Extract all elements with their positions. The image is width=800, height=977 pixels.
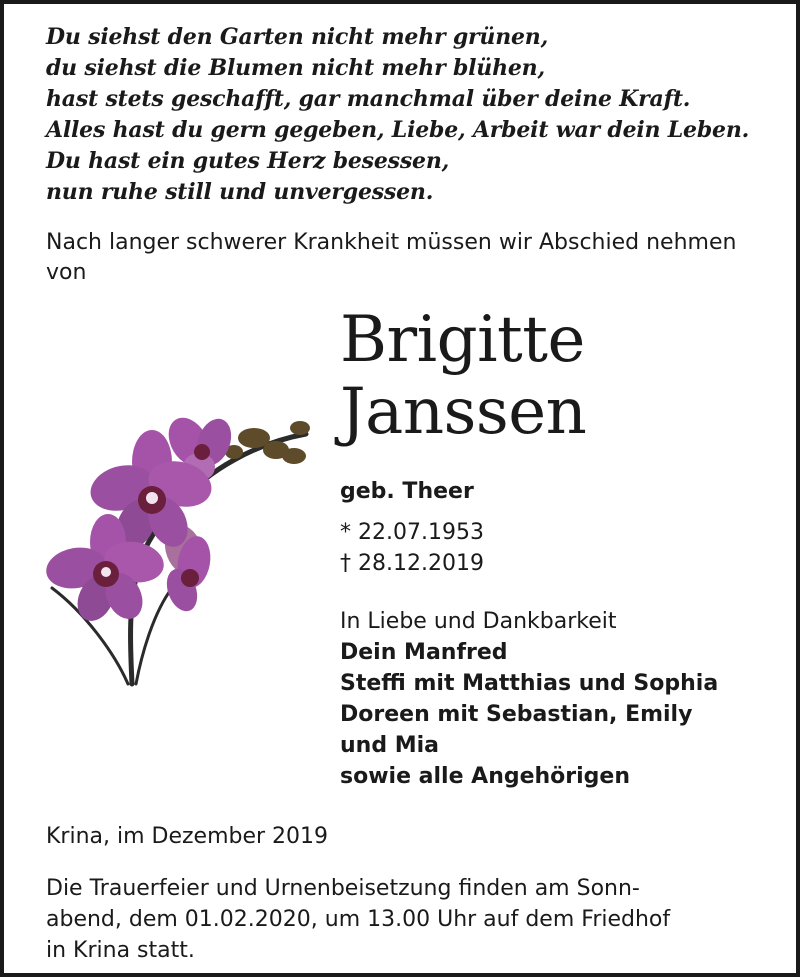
poem-line: hast stets geschafft, gar manchmal über deine Kraft. [46, 86, 691, 112]
mourners [340, 606, 718, 792]
mourner-line: Dein Manfred [340, 640, 508, 665]
intro-text: Nach langer schwerer Krankheit müssen wir Abschied nehmen von [46, 230, 737, 285]
first-name: Brigitte [340, 303, 585, 377]
poem-line: nun ruhe still und unvergessen. [46, 179, 434, 205]
poem [46, 22, 749, 208]
born-name: geb. Theer [340, 479, 474, 504]
birth-date: * 22.07.1953 [340, 520, 484, 545]
notice-line: abend, dem 01.02.2020, um 13.00 Uhr auf dem Friedhof [46, 907, 671, 932]
mourner-line: Steffi mit Matthias und Sophia [340, 671, 719, 696]
funeral-notice [46, 873, 670, 966]
poem-line: Du siehst den Garten nicht mehr grünen, [46, 24, 549, 50]
mourner-line: Doreen mit Sebastian, Emily [340, 702, 693, 727]
last-name: Janssen [340, 375, 587, 449]
life-details [340, 476, 484, 579]
deceased-name [340, 304, 586, 448]
death-date: † 28.12.2019 [340, 551, 484, 576]
notice-line: Die Trauerfeier und Urnenbeisetzung finden am Sonn- [46, 876, 640, 901]
poem-line: du siehst die Blumen nicht mehr blühen, [46, 55, 545, 81]
mourner-line: und Mia [340, 733, 440, 758]
place-date: Krina, im Dezember 2019 [46, 824, 329, 849]
poem-line: Alles hast du gern gegeben, Liebe, Arbeit war dein Leben. [46, 117, 750, 143]
orchid-icon [44, 412, 324, 702]
notice-line: in Krina statt. [46, 938, 195, 963]
poem-line: Du hast ein gutes Herz besessen, [46, 148, 450, 174]
mourner-line: sowie alle Angehörigen [340, 764, 631, 789]
mourners-intro: In Liebe und Dankbarkeit [340, 609, 617, 634]
